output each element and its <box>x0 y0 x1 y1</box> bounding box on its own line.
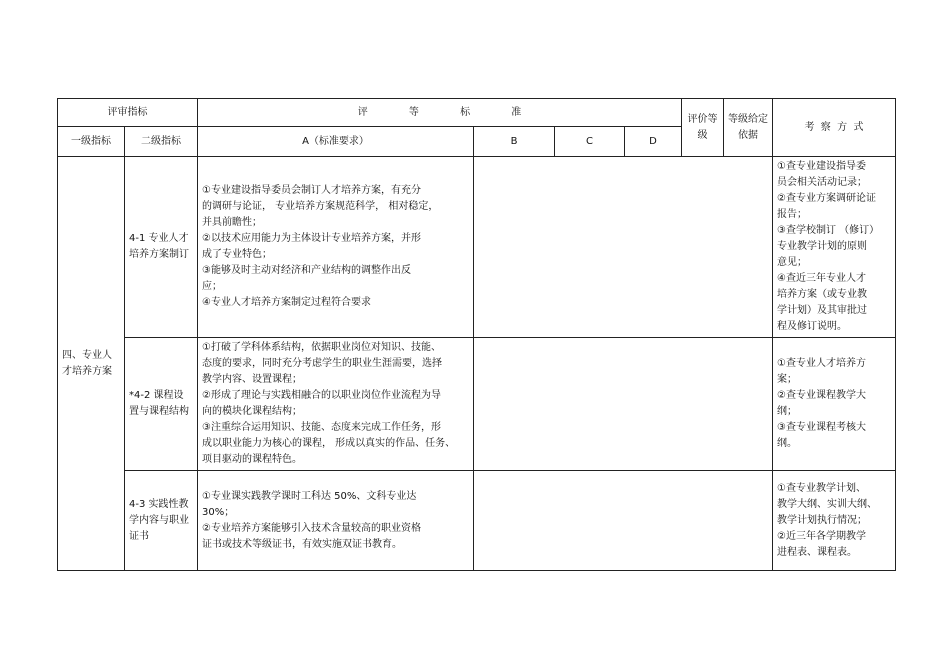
level1-header: 一级指标 <box>58 127 125 157</box>
table-row <box>58 338 896 471</box>
method-cell: ①查专业人才培养方 案； ②查专业课程教学大 纲； ③查专业课程考核大 纲。 <box>773 338 896 471</box>
standard-a-cell: ①打破了学科体系结构，依据职业岗位对知识、技能、 态度的要求，同时充分考虑学生的职业生涯需要，选择 教学内容、设置课程； ②形成了理论与实践相融合的以职业岗位作业流程为导 向的模块化课程结构； ③注重综合运用知识、技能、态度来完成工作任务，形 成以职业能力为核心的课程， 形成以真实的作品、任务、 项目驱动的课程特色。 <box>198 338 474 471</box>
blank-grade-cell <box>474 471 773 571</box>
standard-a-cell: ①专业建设指导委员会制订人才培养方案，有充分 的调研与论证， 专业培养方案规范科学， 相对稳定， 并具前瞻性； ②以技术应用能力为主体设计专业培养方案，并形 成了专业特色； ③能够及时主动对经济和产业结构的调整作出反 应； ④专业人才培养方案制定过程符合要求 <box>198 157 474 338</box>
method-cell: ①查专业教学计划、 教学大纲、实训大纲、 教学计划执行情况； ②近三年各学期教学 进程表、课程表。 <box>773 471 896 571</box>
level2-header: 二级指标 <box>125 127 198 157</box>
method-cell: ①查专业建设指导委 员会相关活动记录； ②查专业方案调研论证 报告； ③查学校制订 （修订） 专业教学计划的原则 意见； ④查近三年专业人才 培养方案（或专业教 学计划）及其审批过 程及修订说明。 <box>773 157 896 338</box>
col-b-header: B <box>474 127 555 157</box>
col-d-header: D <box>625 127 682 157</box>
level2-cell: *4-2 课程设置与课程结构 <box>125 338 198 471</box>
rating-grade-header: 评价等级 <box>682 99 724 157</box>
col-c-header: C <box>555 127 625 157</box>
blank-grade-cell <box>474 338 773 471</box>
col-a-header: A（标准要求） <box>198 127 474 157</box>
level1-cell: 四、专业人才培养方案 <box>58 157 125 571</box>
standard-a-cell: ①专业课实践教学课时工科达 50%、文科专业达 30%； ②专业培养方案能够引入技术含量较高的职业资格 证书或技术等级证书，有效实施双证书教育。 <box>198 471 474 571</box>
grade-basis-header: 等级给定依据 <box>724 99 773 157</box>
level2-cell: 4-3 实践性教学内容与职业证书 <box>125 471 198 571</box>
header-row-1 <box>58 99 896 127</box>
blank-grade-cell <box>474 157 773 338</box>
standard-char: 准 <box>511 106 522 118</box>
standard-char: 等 <box>408 106 419 118</box>
standard-char: 评 <box>357 106 368 118</box>
table-row <box>58 157 896 338</box>
method-header: 考 察 方 式 <box>773 99 896 157</box>
standard-char: 标 <box>460 106 471 118</box>
table-row <box>58 471 896 571</box>
level2-cell: 4-1 专业人才培养方案制订 <box>125 157 198 338</box>
review-indicator-header: 评审指标 <box>58 99 198 127</box>
standard-header <box>198 99 682 127</box>
evaluation-table <box>57 98 896 571</box>
